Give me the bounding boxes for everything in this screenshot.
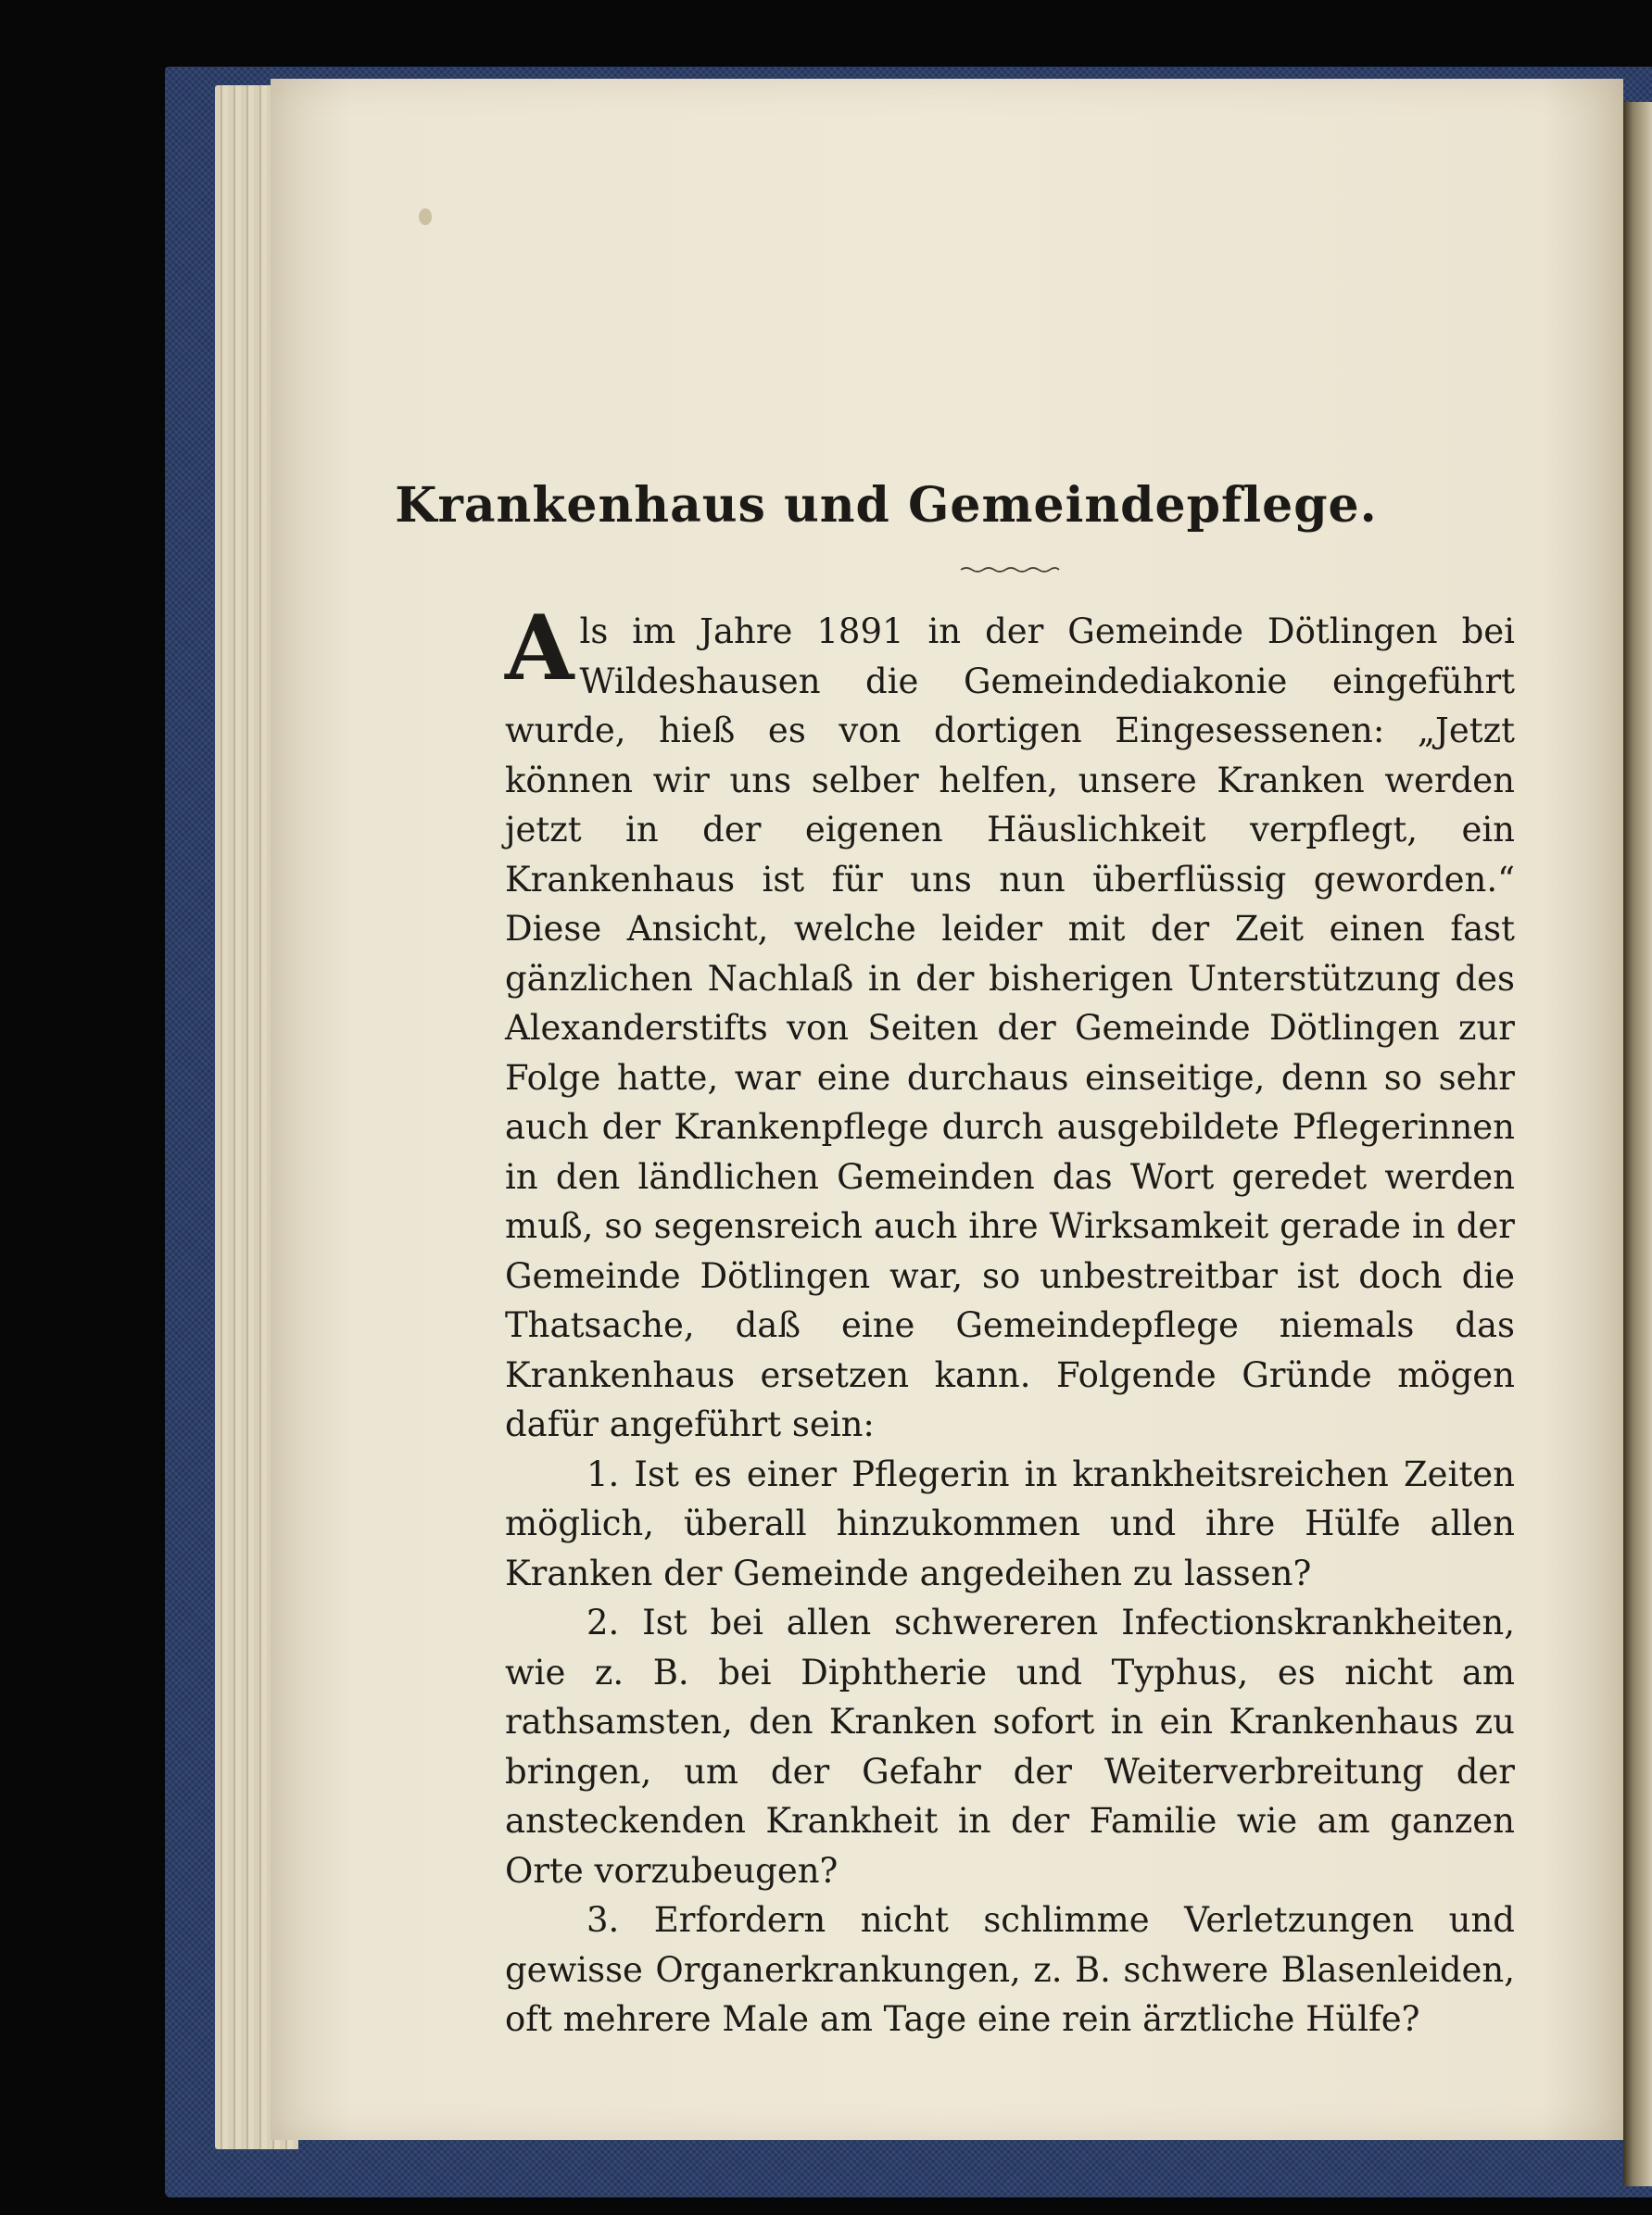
intro-text: ls im Jahre 1891 in der Gemeinde Dötlingen bei Wildeshausen die Gemeindediakonie eingeführt wurde, hieß es von dortigen Eingesessenen: „Jetzt können wir uns selber helfen, unsere Kranken werden jetzt in der eigenen Häuslichkeit verpflegt, ein Krankenhaus ist für uns nun überflüssig geworden.“ Diese Ansicht, welche leider mit der Zeit einen fast gänzlichen Nachlaß in der bisherigen Unterstützung des Alexanderstifts von Seiten der Gemeinde Dötlingen zur Folge hatte, war eine durchaus einseitige, denn so sehr auch der Krankenpflege durch ausgebildete Pflegerinnen in den ländlichen Gemeinden das Wort geredet werden muß, so segensreich auch ihre Wirksamkeit gerade in der Gemeinde Dötlingen war, so unbestreitbar ist doch die Thatsache, daß eine Gemeindepflege niemals das Krankenhaus ersetzen kann. Folgende Gründe mögen dafür angeführt sein: [505,611,1515,1444]
numbered-point-1: 1. Ist es einer Pflegerin in krankheitsreichen Zeiten möglich, überall hinzukommen und ihre Hülfe allen Kranken der Gemeinde angedeihen zu lassen? [505,1454,1515,1593]
numbered-point-3: 3. Erfordern nicht schlimme Verletzungen und gewisse Organerkrankungen, z. B. schwere Blasenleiden, oft mehrere Male am Tage eine rein ärztliche Hülfe? [505,1900,1515,2039]
intro-paragraph [505,596,1515,1450]
body-text [505,596,1515,2045]
page-gutter [1623,102,1652,2186]
drop-cap: A [505,596,574,700]
page-heading: Krankenhaus und Gemeindepflege. [395,477,1378,534]
paper-stain [419,208,432,225]
heading-ornament [959,565,1061,574]
numbered-point-2: 2. Ist bei allen schwereren Infectionskrankheiten, wie z. B. bei Diphtherie und Typhus, es nicht am rathsamsten, den Kranken sofort in ein Krankenhaus zu bringen, um der Gefahr der Weiterverbreitung der ansteckenden Krankheit in der Familie wie am ganzen Orte vorzubeugen? [505,1603,1515,1891]
